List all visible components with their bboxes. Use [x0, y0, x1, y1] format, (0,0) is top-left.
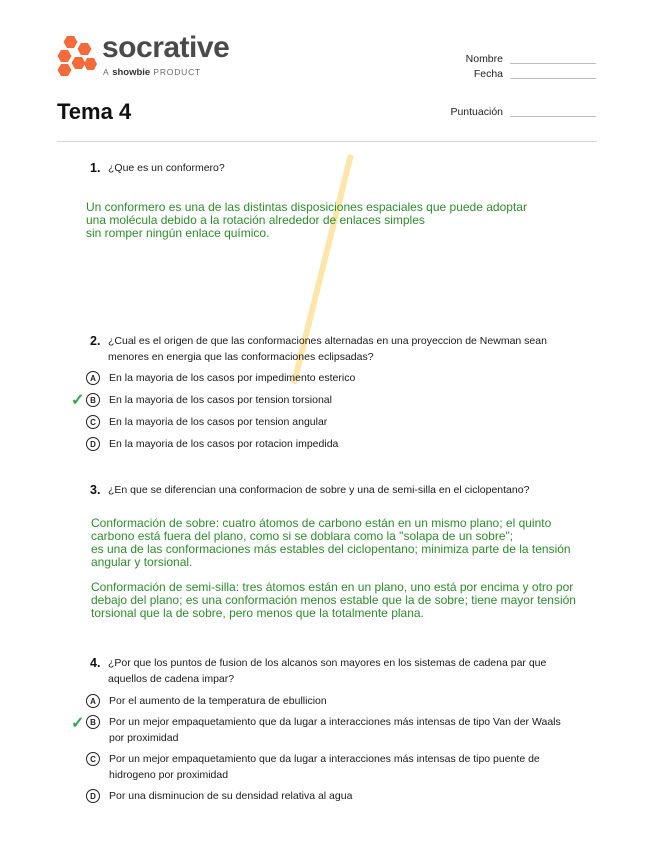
question-4-text: ¿Por que los puntos de fusion de los alcanos son mayores en los sistemas de cadena par que aquellos de cadena impar? [108, 657, 547, 685]
option-text: En la mayoria de los casos por tension angular [109, 416, 328, 428]
question-4-option-d [86, 788, 352, 804]
option-text: En la mayoria de los casos por rotacion impedida [109, 438, 339, 450]
option-letter-c: C [86, 415, 100, 429]
option-letter-d: D [86, 437, 100, 451]
option-letter-a: A [86, 371, 100, 385]
question-2-option-c [86, 414, 327, 430]
option-text: Por un mejor empaquetamiento que da lugar a interacciones más intensas de tipo puente de hidrogeno por proximidad [109, 753, 540, 781]
date-label: Fecha [473, 68, 503, 80]
question-4-number: 4. [90, 656, 101, 670]
question-2-number: 2. [90, 334, 101, 348]
question-3-answer-envelope: Conformación de sobre: cuatro átomos de carbono están en un mismo plano; el quinto carbono está fuera del plano, como si se doblara como la "solapa de un sobre"; es una de las conformaciones más estables del ciclopentano; minimiza parte de la tensión angular y torsional. [91, 516, 571, 569]
question-3-answer-half-chair: Conformación de semi-silla: tres átomos están en un plano, uno está por encima y otro por debajo del plano; es una conformación menos estable que la de sobre; tiene mayor tensión torsional que la de sobre, pero menos que la totalmente plana. [91, 580, 576, 620]
score-label: Puntuación [450, 106, 503, 118]
question-3-number: 3. [90, 483, 101, 497]
option-text: Por una disminucion de su densidad relativa al agua [109, 790, 353, 802]
correct-check-icon: ✓ [71, 392, 85, 409]
question-2-option-d [86, 436, 338, 452]
question-2-text: ¿Cual es el origen de que las conformaciones alternadas en una proyeccion de Newman sean menores en energia que las conformaciones eclipsadas? [108, 335, 547, 363]
question-1-number: 1. [90, 161, 101, 175]
question-3-text: ¿En que se diferencian una conformacion de sobre y una de semi-silla en el ciclopentano? [108, 484, 530, 496]
question-4-option-b [86, 714, 569, 746]
brand-tagline: A showbie PRODUCT [103, 67, 202, 78]
page-title: Tema 4 [57, 99, 132, 124]
option-letter-c: C [86, 752, 100, 766]
header-divider [57, 141, 597, 142]
score-line [510, 116, 596, 117]
socrative-logo-icon [57, 35, 97, 77]
option-text: En la mayoria de los casos por impedimento esterico [109, 372, 356, 384]
name-label: Nombre [465, 53, 503, 65]
option-letter-b: B [86, 393, 100, 407]
question-4-option-c [86, 751, 584, 783]
option-letter-d: D [86, 789, 100, 803]
question-1-answer: Un conformero es una de las distintas disposiciones espaciales que puede adoptar una molécula debido a la rotación alrededor de enlaces simples sin romper ningún enlace químico. [86, 200, 527, 240]
question-2-option-a [86, 370, 355, 386]
option-letter-b: B [86, 715, 100, 729]
question-2-option-b [86, 392, 332, 408]
name-line [510, 63, 596, 64]
option-text: Por el aumento de la temperatura de ebullicion [109, 695, 327, 707]
question-4-option-a [86, 693, 327, 709]
question-1-text: ¿Que es un conformero? [108, 162, 225, 174]
option-text: Por un mejor empaquetamiento que da lugar a interacciones más intensas de tipo Van der Waals por proximidad [109, 716, 561, 744]
correct-check-icon: ✓ [71, 715, 85, 732]
brand-name: socrative [102, 31, 230, 64]
date-line [510, 78, 596, 79]
option-letter-a: A [86, 694, 100, 708]
option-text: En la mayoria de los casos por tension torsional [109, 394, 332, 406]
